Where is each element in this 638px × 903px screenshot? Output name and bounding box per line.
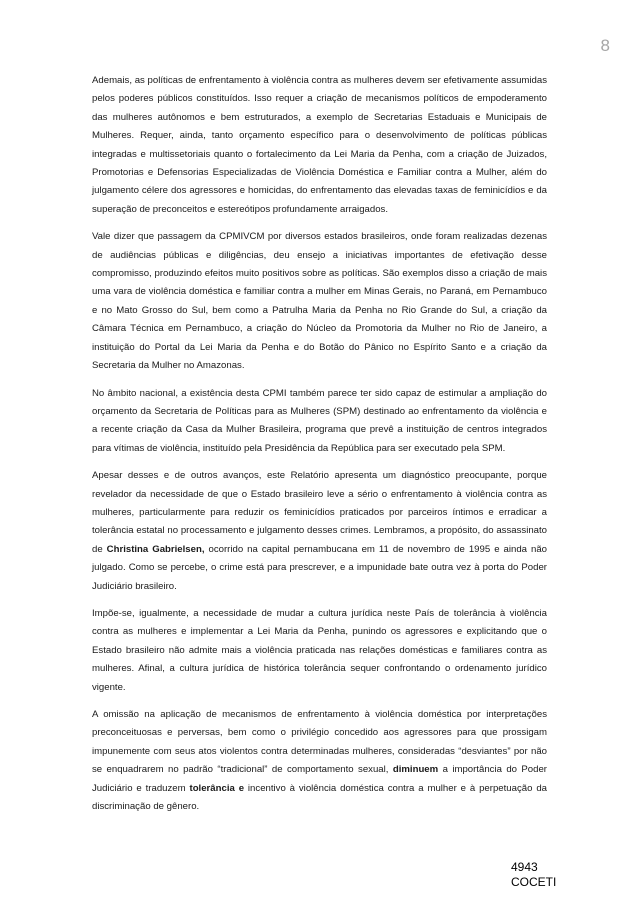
document-stamp: [511, 860, 556, 890]
paragraph-6-text-a: A omissão na aplicação de mecanismos de enfrentamento à violência doméstica por interpretações preconceituosas e perversas, bem como o privilégio concedido aos agressores para que prossigam impunemente com seus atos violentos contra determinadas mulheres, consideradas “desviantes” por não se enquadrarem no padrão “tradicional” de comportamento sexual,: [92, 709, 547, 776]
page-number: 8: [600, 36, 610, 55]
diminuem-bold: diminuem: [392, 764, 439, 776]
paragraph-4-text-a: Apesar desses e de outros avanços, este Relatório apresenta um diagnóstico preocupante, porque revelador da necessidade de que o Estado brasileiro leve a sério o enfrentamento à violência contra as mulheres, particularmente para reduzir os feminicídios praticados por parceiros íntimos e erradicar a tolerância estatal no processamento e julgamento desses crimes. Lembramos, a propósito, do assassinato de: [92, 470, 547, 555]
paragraph-6-text-b: a importância do Poder Judiciário e traduzem: [92, 764, 547, 794]
tolerancia-bold: tolerância e: [189, 782, 245, 794]
paragraph-6-text-c: incentivo à violência doméstica contra a mulher e à perpetuação da discriminação de gênero.: [92, 782, 547, 813]
stamp-label: COCETI: [511, 875, 557, 889]
paragraph-5: Impõe-se, igualmente, a necessidade de mudar a cultura jurídica neste País de tolerância à violência contra as mulheres e implementar a Lei Maria da Penha, punindo os agressores e explicitando que o Estado brasileiro não admite mais a violência praticada nas relações domésticas e familiares contra as mulheres. Afinal, a cultura jurídica de histórica tolerância sequer confrontando o ordenamento jurídico vigente.: [92, 607, 547, 693]
paragraph-1: Ademais, as políticas de enfrentamento à violência contra as mulheres devem ser efetivamente assumidas pelos poderes públicos constituídos. Isso requer a criação de mecanismos políticos de empoderamento das mulheres autônomos e bem estruturados, a exemplo de Secretarias Estaduais e Municipais de Mulheres. Requer, ainda, tanto orçamento específico para o desenvolvimento de políticas públicas integradas e multissetoriais quanto o fortalecimento da Lei Maria da Penha, com a criação de Juizados, Promotorias e Defensorias Especializadas de Violência Doméstica e Familiar contra a Mulher, além do julgamento célere dos agressores e homicidas, do enfrentamento das elevadas taxas de feminicídios e da superação de preconceitos e estereótipos profundamente arraigados.: [92, 75, 547, 215]
paragraph-4-text-b: ocorrido na capital pernambucana em 11 de novembro de 1995 e ainda não julgado. Como se percebe, o crime está para prescrever, e a impunidade bate outra vez à porta do Poder Judiciário brasileiro.: [92, 543, 548, 592]
victim-name-bold: Christina Gabrielsen,: [106, 543, 205, 555]
paragraph-6: [92, 706, 547, 816]
paragraph-2: Vale dizer que passagem da CPMIVCM por diversos estados brasileiros, onde foram realizadas dezenas de audiências públicas e diligências, deu ensejo a iniciativas importantes de efetivação desse compromisso, produzindo efeitos muito positivos sobre as políticas. São exemplos disso a criação de mais uma vara de violência doméstica e familiar contra a mulher em Minas Gerais, no Paraná, em Pernambuco e no Mato Grosso do Sul, bem como a Patrulha Maria da Penha no Rio Grande do Sul, a criação da Câmara Técnica em Pernambuco, a criação do Núcleo da Promotoria da Mulher no Rio de Janeiro, a instituição do Portal da Lei Maria da Penha e do Botão do Pânico no Espírito Santo e a criação da Secretaria da Mulher no Amazonas.: [92, 231, 547, 372]
document-body: [92, 72, 547, 825]
stamp-number: 4943: [511, 860, 538, 874]
paragraph-4: [92, 467, 547, 596]
paragraph-3: No âmbito nacional, a existência desta CPMI também parece ter sido capaz de estimular a ampliação do orçamento da Secretaria de Políticas para as Mulheres (SPM) destinado ao enfrentamento da violência e a recente criação da Casa da Mulher Brasileira, programa que prevê a instituição de centros integrados para vítimas de violência, instituído pela Presidência da República para ser executado pela SPM.: [92, 387, 547, 454]
